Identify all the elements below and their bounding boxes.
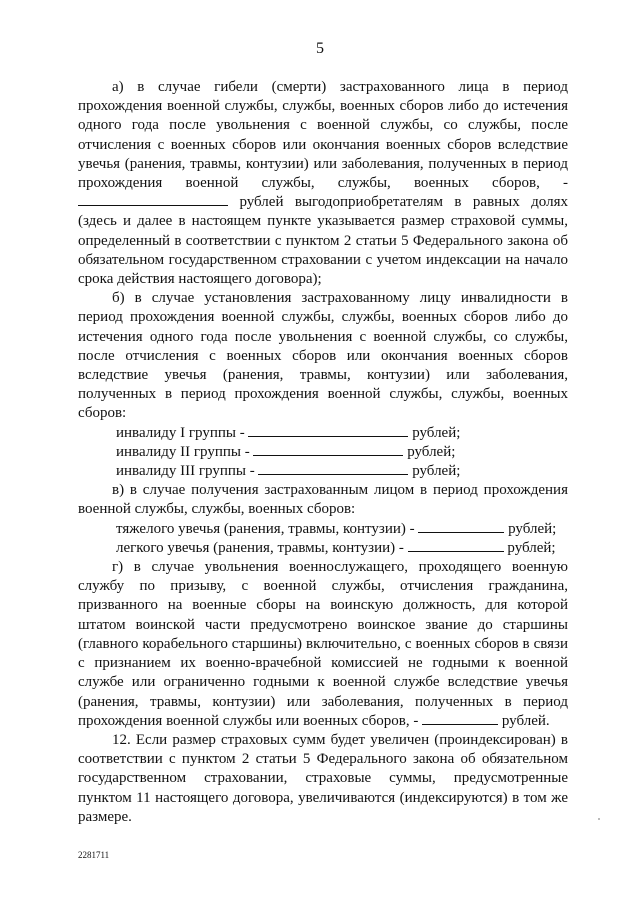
disability-group-1-line [116, 424, 568, 443]
light-injury-line [116, 539, 568, 558]
blank-field [258, 462, 408, 475]
disability-group-3-label: инвалиду III группы - [116, 463, 255, 480]
paragraph-12: 12. Если размер страховых сумм будет увеличен (проиндексирован) в соответствии с пунктом 2 статьи 5 Федерального закона об обязательном государственном страховании, страховые суммы, предусмотренные пунктом 11 настоящего договора, увеличиваются (индексируются) в том же размере. [78, 731, 568, 825]
clause-v: в) в случае получения застрахованным лицом в период прохождения военной службы, службы, военных сборов: [78, 482, 568, 518]
currency-label: рублей; [507, 539, 556, 556]
severe-injury-label: тяжелого увечья (ранения, травмы, контузии) - [116, 520, 415, 537]
blank-field [248, 424, 408, 437]
clause-a-text-cont: рублей выгодоприобретателям в равных долях (здесь и далее в настоящем пункте указывается размер страховой суммы, определенный в соответствии с пунктом 2 статьи 5 Федерального закона об обязательном государственном страховании с учетом индексации на начало срока действия настоящего договора); [78, 194, 568, 288]
scan-artifact [598, 818, 600, 820]
light-injury-label: легкого увечья (ранения, травмы, контузии) - [116, 539, 404, 556]
clause-g-text: г) в случае увольнения военнослужащего, проходящего военную службу по призыву, с военной службы, отчисления гражданина, призванного на военные сборы на воинскую должность, для которой штатом воинской части предусмотрено воинское звание до старшины (главного корабельного старшины) включительно, с военных сборов в связи с признанием их военно-врачебной комиссией не годными к военной службе или ограниченно годными к военной службе вследствие увечья (ранения, травмы, контузии) или заболевания, полученных в период прохождения военной службы или военных сборов, - [78, 559, 568, 729]
clause-a-text: а) в случае гибели (смерти) застрахованного лица в период прохождения военной службы, службы, военных сборов либо до истечения одного года после увольнения с военной службы, со службы, после отчисления с военных сборов или окончания военных сборов вследствие увечья (ранения, травмы, контузии) или заболевания, полученных в период прохождения военной службы, службы, военных сборов, - [78, 79, 568, 192]
document-body [78, 78, 568, 827]
page-number: 5 [316, 40, 324, 57]
blank-field [418, 520, 504, 533]
clause-a [78, 78, 568, 289]
disability-group-1-label: инвалиду I группы - [116, 424, 245, 441]
clause-b: б) в случае установления застрахованному лицу инвалидности в период прохождения военной службы, службы, военных сборов либо до истечения одного года после увольнения с военной службы, со службы, после отчисления с военных сборов или окончания военных сборов вследствие увечья (ранения, травмы, контузии) или заболевания, полученных в период прохождения военной службы, службы, военных сборов: [78, 290, 568, 422]
blank-field [78, 193, 228, 206]
disability-group-2-line [116, 443, 568, 462]
blank-field [408, 539, 504, 552]
currency-label: рублей; [412, 463, 461, 480]
disability-group-3-line [116, 462, 568, 481]
disability-group-2-label: инвалиду II группы - [116, 443, 250, 460]
blank-field [422, 712, 498, 725]
currency-label: рублей; [508, 520, 557, 537]
currency-label: рублей; [412, 424, 461, 441]
clause-g [78, 558, 568, 731]
severe-injury-line [116, 520, 568, 539]
currency-label: рублей. [501, 712, 550, 729]
footer-code: 2281711 [78, 850, 110, 860]
currency-label: рублей; [407, 443, 456, 460]
blank-field [253, 443, 403, 456]
